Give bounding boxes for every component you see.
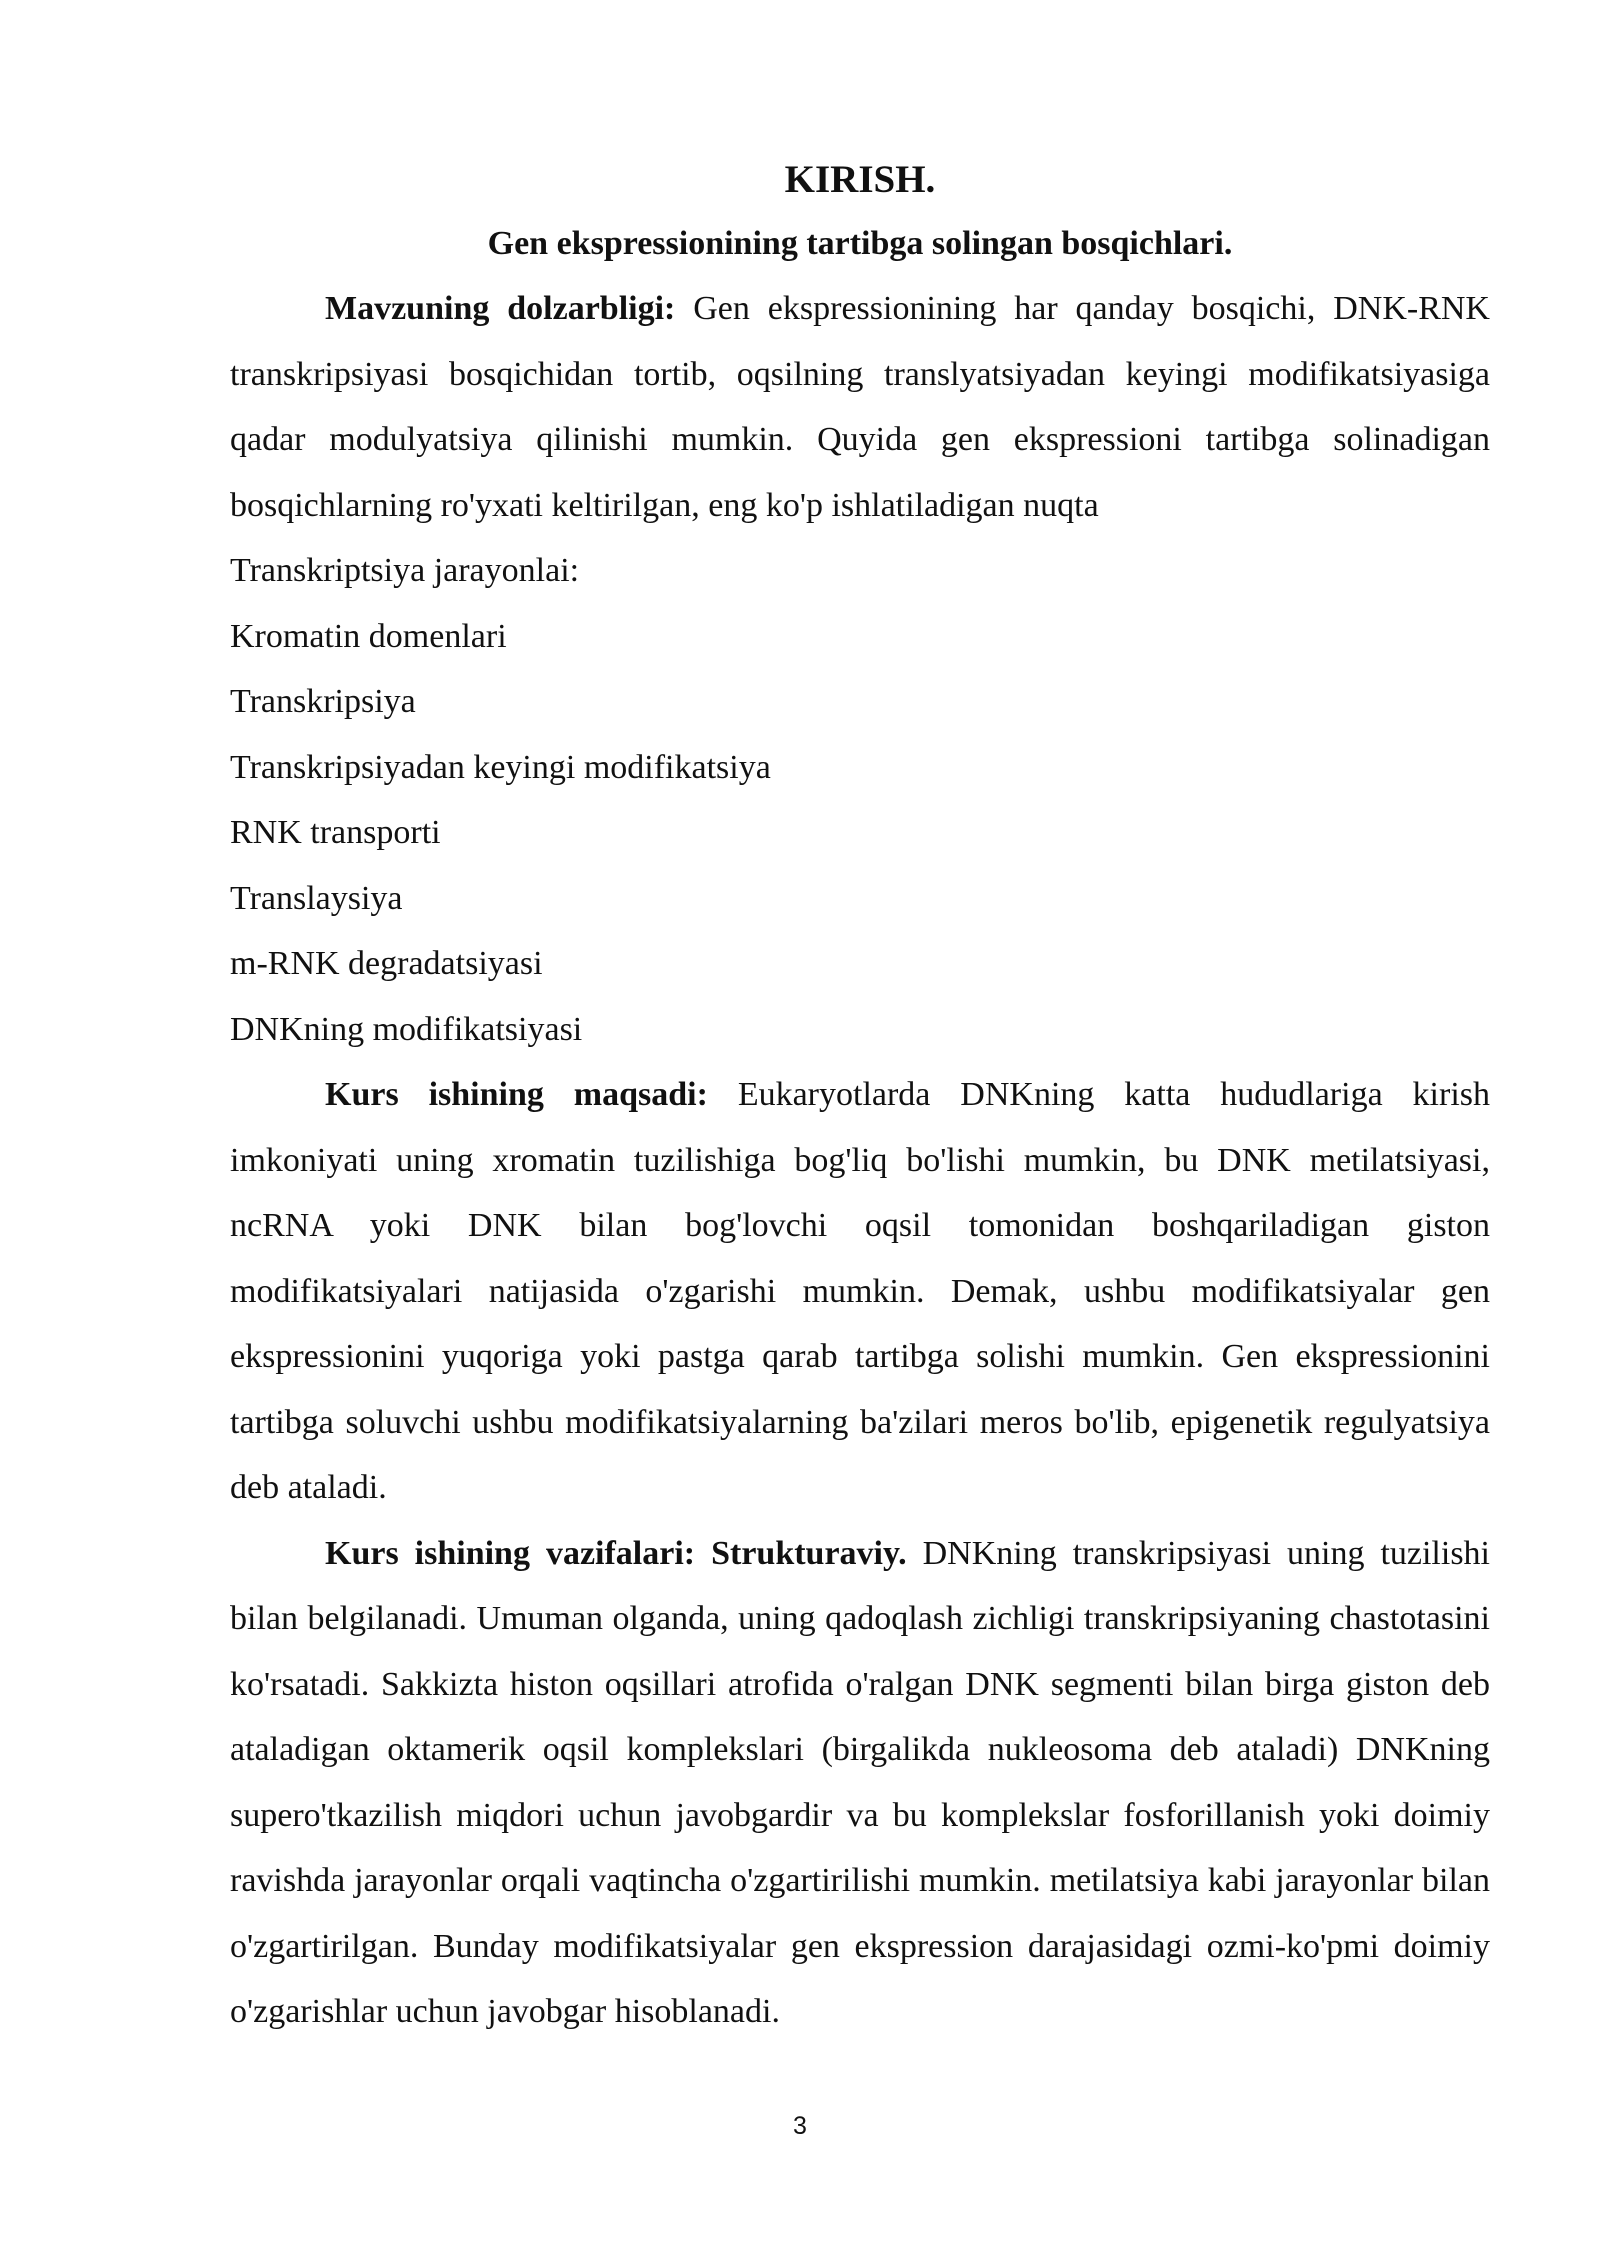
paragraph-relevance bbox=[230, 276, 1490, 538]
document-title: KIRISH. bbox=[784, 158, 936, 201]
page-number: 3 bbox=[793, 2112, 807, 2140]
list-item: RNK transporti bbox=[230, 814, 441, 851]
list-item: Kromatin domenlari bbox=[230, 617, 507, 655]
goal-text: Eukaryotlarda DNKning katta hududlariga kirish imkoniyati uning xromatin tuzilishiga bog'liq bo'lishi mumkin, bu DNK metilatsiyasi, ncRNA yoki DNK bilan bog'lovchi oqsil tomonidan boshqariladigan giston modifikatsiyalari natijasida o'zgarishi mumkin. Demak, ushbu modifikatsiyalar gen ekspressionini yuqoriga yoki pastga qarab tartibga solishi mumkin. Gen ekspressionini tartibga soluvchi ushbu modifikatsiyalarning ba'zilari meros bo'lib, epigenetik regulyatsiya deb ataladi. bbox=[230, 1076, 1490, 1506]
relevance-heading: Mavzuning dolzarbligi: bbox=[325, 290, 676, 327]
list-item: m-RNK degradatsiyasi bbox=[230, 945, 543, 982]
list-item: Transkripsiya bbox=[230, 683, 416, 720]
list-item: Transkriptsiya jarayonlai: bbox=[230, 552, 580, 589]
paragraph-tasks bbox=[230, 1521, 1490, 2045]
document-page bbox=[230, 150, 1490, 2045]
paragraph-goal bbox=[230, 1062, 1490, 1521]
list-item: DNKning modifikatsiyasi bbox=[230, 1010, 583, 1048]
tasks-heading: Kurs ishining vazifalari: Strukturaviy. bbox=[325, 1534, 907, 1572]
document-subtitle: Gen ekspressionining tartibga solingan bosqichlari. bbox=[487, 225, 1233, 262]
tasks-text: DNKning transkripsiyasi uning tuzilishi bilan belgilanadi. Umuman olganda, uning qadoqlash zichligi transkripsiyaning chastotasini ko'rsatadi. Sakkizta histon oqsillari atrofida o'ralgan DNK segmenti bilan birga giston deb ataladigan oktamerik oqsil komplekslari (birgalikda nukleosoma deb ataladi) DNKning supero'tkazilish miqdori uchun javobgardir va bu komplekslar fosforillanish yoki doimiy ravishda jarayonlar orqali vaqtincha o'zgartirilishi mumkin. metilatsiya kabi jarayonlar bilan o'zgartirilgan. Bunday modifikatsiyalar gen ekspression darajasidagi ozmi-ko'pmi doimiy o'zgarishlar uchun javobgar hisoblanadi. bbox=[230, 1534, 1490, 2030]
relevance-text: Gen ekspressionining har qanday bosqichi, DNK-RNK transkripsiyasi bosqichidan tortib, oqsilning translyatsiyadan keyingi modifikatsiyasiga qadar modulyatsiya qilinishi mumkin. Quyida gen ekspressioni tartibga solinadigan bosqichlarning ro'yxati keltirilgan, eng ko'p ishlatiladigan nuqta bbox=[230, 290, 1490, 524]
list-item: Translaysiya bbox=[230, 879, 403, 917]
list-item: Transkripsiyadan keyingi modifikatsiya bbox=[230, 748, 771, 786]
goal-heading: Kurs ishining maqsadi: bbox=[325, 1076, 708, 1113]
